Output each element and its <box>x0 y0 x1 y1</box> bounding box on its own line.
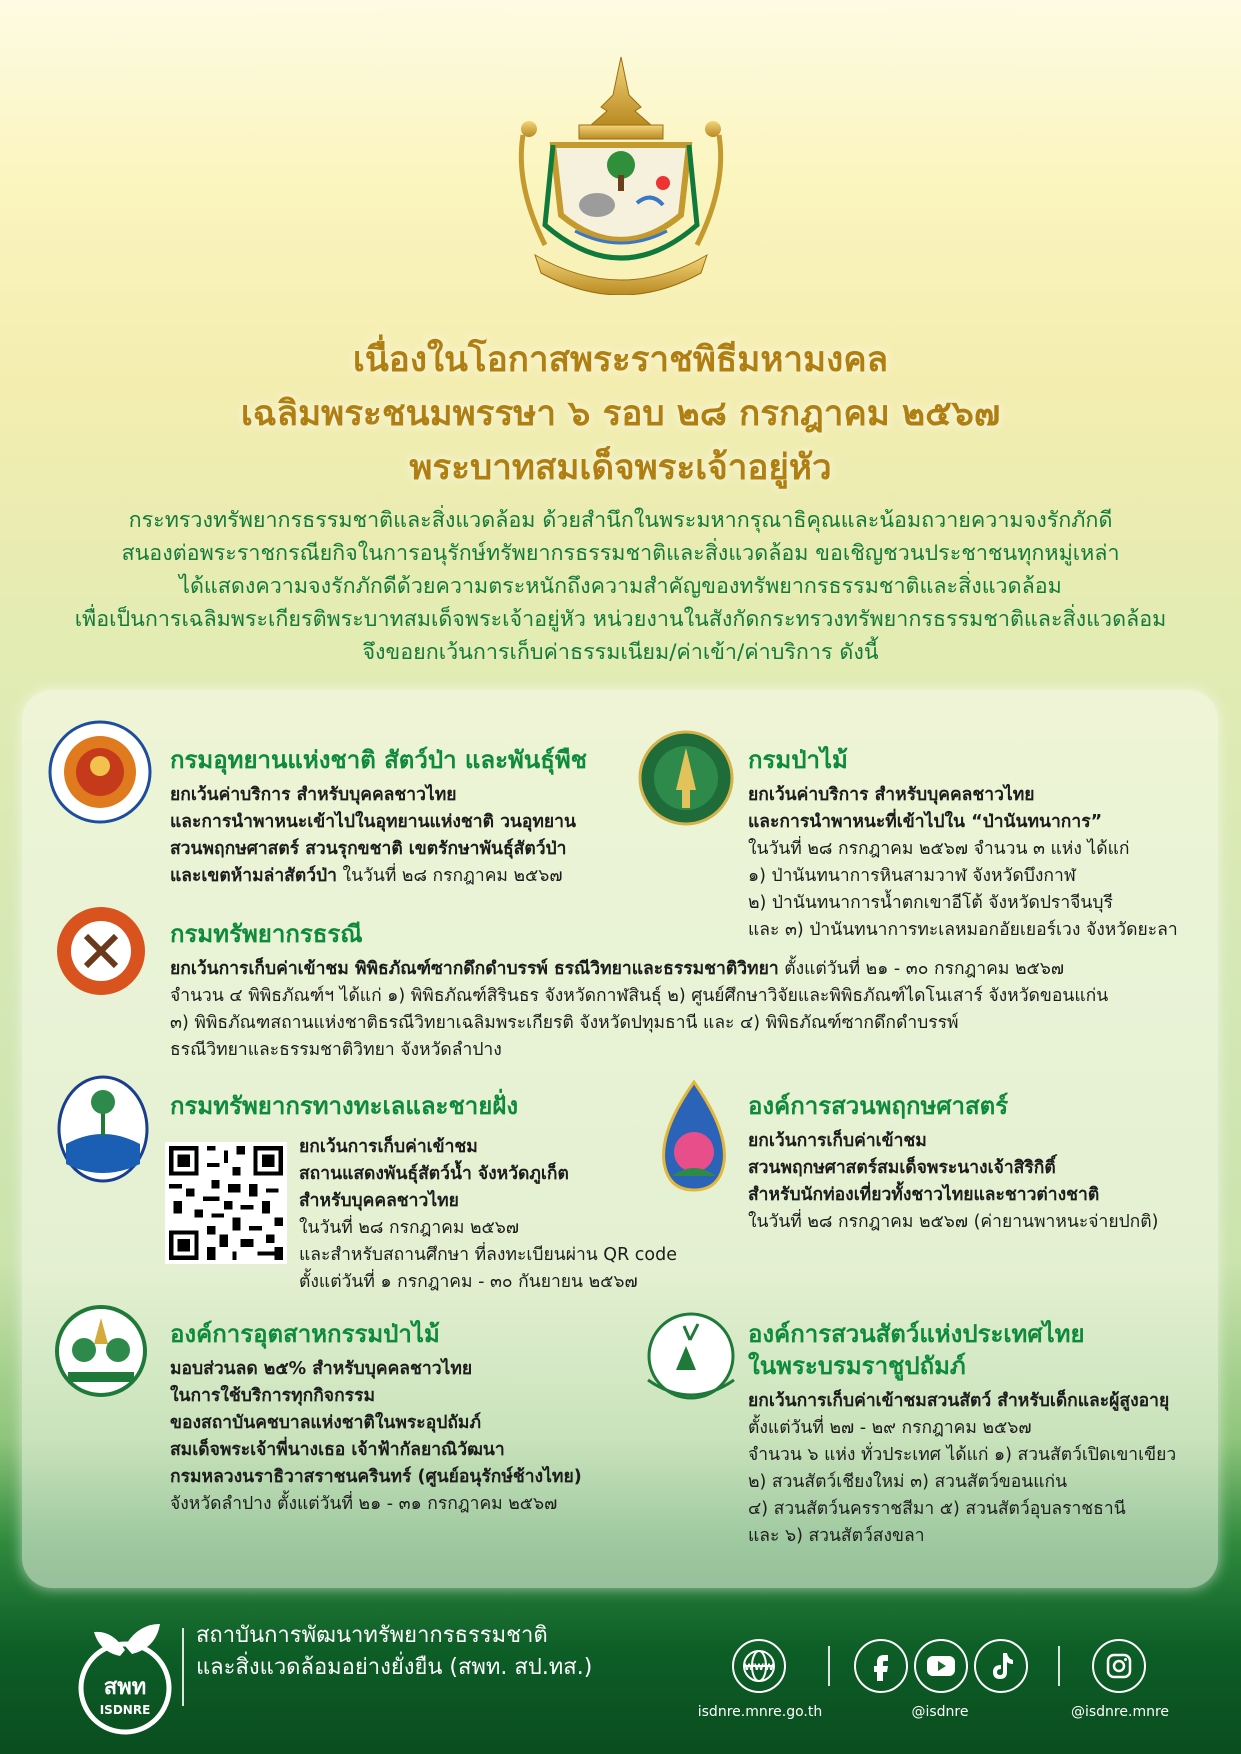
zpo-details <box>748 1388 1218 1550</box>
intro-line: สนองต่อพระราชกรณียกิจในการอนุรักษ์ทรัพยากรธรรมชาติและสิ่งแวดล้อม ขอเชิญชวนประชาชนทุกหมู่เหล่า <box>121 541 1120 566</box>
fio-line: กรมหลวงนราธิวาสราชนครินทร์ (ศูนย์อนุรักษ์ช้างไทย) <box>170 1467 582 1487</box>
bgo-logo <box>652 1080 736 1192</box>
rfd-card <box>748 744 1208 944</box>
tiktok-button[interactable] <box>974 1639 1028 1693</box>
dnp-line: และการนำพาหนะเข้าไปในอุทยานแห่งชาติ วนอุทยาน <box>170 812 576 832</box>
website-link[interactable]: isdnre.mnre.go.th <box>697 1704 823 1720</box>
logo-text-en: ISDNRE <box>99 1703 151 1717</box>
zpo-line: ๒) สวนสัตว์เชียงใหม่ ๓) สวนสัตว์ขอนแก่น <box>748 1472 1068 1492</box>
dmcr-line: สำหรับบุคคลชาวไทย <box>299 1191 459 1211</box>
dnp-date: ในวันที่ ๒๘ กรกฎาคม ๒๕๖๗ <box>336 866 563 886</box>
dmr-date: ตั้งแต่วันที่ ๒๑ - ๓๐ กรกฎาคม ๒๕๖๗ <box>778 959 1064 979</box>
fio-logo <box>54 1304 148 1398</box>
rfd-line: และ ๓) ป่านันทนาการทะเลหมอกอัยเยอร์เวง จังหวัดยะลา <box>748 920 1178 940</box>
rfd-line: ๑) ป่านันทนาการหินสามวาฬ จังหวัดบึงกาฬ <box>748 866 1076 886</box>
rfd-line: ยกเว้นค่าบริการ สำหรับบุคคลชาวไทย <box>748 785 1035 805</box>
rfd-logo <box>638 730 734 826</box>
zpo-card <box>748 1318 1218 1550</box>
brand-line-1: สถาบันการพัฒนาทรัพยากรธรรมชาติ <box>196 1623 548 1648</box>
dnp-logo <box>48 720 152 824</box>
dmr-line: ยกเว้นการเก็บค่าเข้าชม พิพิธภัณฑ์ซากดึกดำบรรพ์ ธรณีวิทยาและธรรมชาติวิทยา <box>170 959 779 979</box>
tiktok-icon <box>976 1641 1026 1691</box>
rfd-line: และการนำพาหนะที่เข้าไปใน “ป่านันทนาการ” <box>748 812 1103 832</box>
dnp-details <box>170 782 630 890</box>
dnp-line: และเขตห้ามล่าสัตว์ป่า <box>170 866 337 886</box>
headline-line-1: เนื่องในโอกาสพระราชพิธีมหามงคล <box>352 340 889 380</box>
fio-line: ในการใช้บริการทุกกิจกรรม <box>170 1386 375 1406</box>
dmcr-logo <box>56 1074 150 1184</box>
dmr-line: จำนวน ๔ พิพิธภัณฑ์ฯ ได้แก่ ๑) พิพิธภัณฑ์สิรินธร จังหวัดกาฬสินธุ์ ๒) ศูนย์ศึกษาวิจัยและพิพิธภัณฑ์ไดโนเสาร์ จังหวัดขอนแก่น <box>170 986 1109 1006</box>
fio-line: ของสถาบันคชบาลแห่งชาติในพระอุปถัมภ์ <box>170 1413 481 1433</box>
rfd-line: ในวันที่ ๒๘ กรกฎาคม ๒๕๖๗ จำนวน ๓ แห่ง ได้แก่ <box>748 839 1130 859</box>
dnp-title: กรมอุทยานแห่งชาติ สัตว์ป่า และพันธุ์พืช <box>170 746 587 774</box>
zpo-line: จำนวน ๖ แห่ง ทั่วประเทศ ได้แก่ ๑) สวนสัตว์เปิดเขาเขียว <box>748 1445 1177 1465</box>
footer-divider <box>828 1646 830 1686</box>
ministry-emblem <box>505 55 737 295</box>
dmr-line: ๓) พิพิธภัณฑสถานแห่งชาติธรณีวิทยาเฉลิมพระเกียรติ จังหวัดปทุมธานี และ ๔) พิพิธภัณฑ์ซากดึกดำบรรพ์ <box>170 1013 959 1033</box>
fio-details <box>170 1356 690 1518</box>
isdnre-logo <box>76 1616 174 1736</box>
facebook-button[interactable] <box>854 1639 908 1693</box>
bgo-line: สวนพฤกษศาสตร์สมเด็จพระนางเจ้าสิริกิติ์ <box>748 1158 1056 1178</box>
instagram-icon <box>1094 1641 1144 1691</box>
dmcr-title: กรมทรัพยากรทางทะเลและชายฝั่ง <box>170 1092 519 1120</box>
intro-line: จึงขอยกเว้นการเก็บค่าธรรมเนียม/ค่าเข้า/ค่าบริการ ดังนี้ <box>362 640 879 665</box>
fio-line: จังหวัดลำปาง ตั้งแต่วันที่ ๒๑ - ๓๑ กรกฎาคม ๒๕๖๗ <box>170 1494 558 1514</box>
facebook-icon <box>856 1641 906 1691</box>
dmcr-line: ในวันที่ ๒๘ กรกฎาคม ๒๕๖๗ <box>299 1218 520 1238</box>
headline-line-2: เฉลิมพระชนมพรรษา ๖ รอบ ๒๘ กรกฎาคม ๒๕๖๗ <box>240 394 1001 434</box>
footer-brand <box>196 1620 592 1684</box>
social-handle[interactable]: @isdnre <box>911 1704 969 1720</box>
dmr-card <box>170 918 1210 1064</box>
rfd-title: กรมป่าไม้ <box>748 746 848 774</box>
zpo-title-line-1: องค์การสวนสัตว์แห่งประเทศไทย <box>748 1320 1085 1348</box>
dmr-details <box>170 956 1210 1064</box>
dnp-line: ยกเว้นค่าบริการ สำหรับบุคคลชาวไทย <box>170 785 457 805</box>
dmcr-line: สถานแสดงพันธุ์สัตว์น้ำ จังหวัดภูเก็ต <box>299 1164 569 1184</box>
dmcr-line: ยกเว้นการเก็บค่าเข้าชม <box>299 1137 478 1157</box>
dnp-line: สวนพฤกษศาสตร์ สวนรุกขชาติ เขตรักษาพันธุ์สัตว์ป่า <box>170 839 567 859</box>
zpo-line: ๔) สวนสัตว์นครราชสีมา ๕) สวนสัตว์อุบลราชธานี <box>748 1499 1126 1519</box>
headline-line-3: พระบาทสมเด็จพระเจ้าอยู่หัว <box>409 448 832 488</box>
dmr-logo <box>54 904 148 998</box>
intro-line: เพื่อเป็นการเฉลิมพระเกียรติพระบาทสมเด็จพระเจ้าอยู่หัว หน่วยงานในสังกัดกระทรวงทรัพยากรธรรมชาติและสิ่งแวดล้อม <box>74 607 1167 632</box>
website-button[interactable] <box>732 1639 786 1693</box>
youtube-icon <box>916 1641 966 1691</box>
intro-line: ได้แสดงความจงรักภักดีด้วยความตระหนักถึงความสำคัญของทรัพยากรธรรมชาติและสิ่งแวดล้อม <box>179 574 1062 599</box>
bgo-line: ยกเว้นการเก็บค่าเข้าชม <box>748 1131 927 1151</box>
zpo-line: และ ๖) สวนสัตว์สงขลา <box>748 1526 925 1546</box>
rfd-line: ๒) ป่านันทนาการน้ำตกเขาอีโต้ จังหวัดปราจีนบุรี <box>748 893 1113 913</box>
zpo-line: ตั้งแต่วันที่ ๒๗ - ๒๙ กรกฎาคม ๒๕๖๗ <box>748 1418 1032 1438</box>
bgo-details <box>748 1128 1218 1236</box>
brand-line-2: และสิ่งแวดล้อมอย่างยั่งยืน (สพท. สป.ทส.) <box>196 1655 593 1680</box>
fio-line: สมเด็จพระเจ้าพี่นางเธอ เจ้าฟ้ากัลยาณิวัฒนา <box>170 1440 505 1460</box>
fio-title: องค์การอุตสาหกรรมป่าไม้ <box>170 1320 440 1348</box>
dnp-card <box>170 744 630 890</box>
dmr-line: ธรณีวิทยาและธรรมชาติวิทยา จังหวัดลำปาง <box>170 1040 502 1060</box>
bgo-card <box>748 1090 1218 1236</box>
intro-line: กระทรวงทรัพยากรธรรมชาติและสิ่งแวดล้อม ด้วยสำนึกในพระมหากรุณาธิคุณและน้อมถวายความจงรักภักดี <box>128 508 1113 533</box>
bgo-line: ในวันที่ ๒๘ กรกฎาคม ๒๕๖๗ (ค่ายานพาหนะจ่ายปกติ) <box>748 1212 1159 1232</box>
zpo-line: ยกเว้นการเก็บค่าเข้าชมสวนสัตว์ สำหรับเด็กและผู้สูงอายุ <box>748 1391 1170 1411</box>
qr-code[interactable] <box>165 1142 287 1264</box>
youtube-button[interactable] <box>914 1639 968 1693</box>
logo-text-thai: สพท <box>103 1675 147 1700</box>
zpo-logo <box>640 1310 742 1406</box>
www-label: WWW <box>744 1663 774 1673</box>
fio-line: มอบส่วนลด ๒๕% สำหรับบุคคลชาวไทย <box>170 1359 473 1379</box>
footer-divider <box>1058 1646 1060 1686</box>
globe-icon <box>734 1641 784 1691</box>
dmcr-line: และสำหรับสถานศึกษา ที่ลงทะเบียนผ่าน QR code <box>299 1245 678 1265</box>
bgo-line: สำหรับนักท่องเที่ยวทั้งชาวไทยและชาวต่างชาติ <box>748 1185 1100 1205</box>
instagram-handle[interactable]: @isdnre.mnre <box>1070 1704 1170 1720</box>
footer-divider <box>182 1628 184 1706</box>
dmr-title: กรมทรัพยากรธรณี <box>170 920 363 948</box>
instagram-button[interactable] <box>1092 1639 1146 1693</box>
dmcr-card <box>170 1090 710 1122</box>
bgo-title: องค์การสวนพฤกษศาสตร์ <box>748 1092 1009 1120</box>
fio-card <box>170 1318 690 1518</box>
dmcr-line: ตั้งแต่วันที่ ๑ กรกฎาคม - ๓๐ กันยายน ๒๕๖๗ <box>299 1272 638 1292</box>
zpo-title-line-2: ในพระบรมราชูปถัมภ์ <box>748 1352 966 1380</box>
